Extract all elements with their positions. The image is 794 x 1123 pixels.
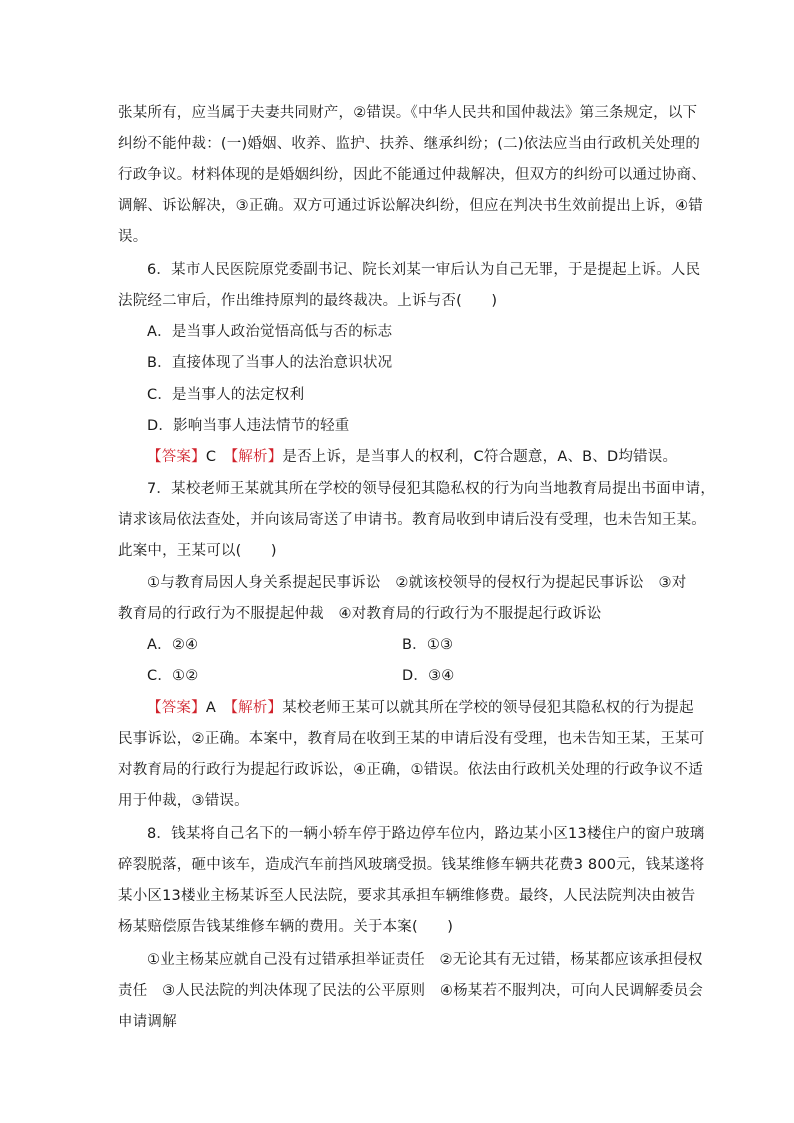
question-8-stem: 8．钱某将自己名下的一辆小轿车停于路边停车位内，路边某小区13楼住户的窗户玻璃 — [147, 826, 705, 842]
answer-value: A — [205, 700, 231, 716]
paragraph-line: 调解、诉讼解决，③正确。双方可通过诉讼解决纠纷，但应在判决书生效前提出上诉，④错 — [118, 198, 703, 214]
analysis-tag: 【解析】 — [230, 700, 283, 716]
answer-tag: 【答案】 — [147, 449, 206, 465]
question-7-analysis: 民事诉讼，②正确。本案中，教育局在收到王某的申请后没有受理，也未告知王某，王某可 — [118, 731, 705, 747]
question-7-option-c: C．①② — [147, 668, 199, 684]
question-7-stem: 此案中，王某可以( ) — [118, 543, 277, 559]
question-7-answer — [147, 698, 694, 718]
question-8-stem: 某小区13楼业主杨某诉至人民法院，要求其承担车辆维修费。最终，人民法院判决由被告 — [118, 888, 696, 904]
question-7-option-b: B．①③ — [402, 637, 454, 653]
paragraph-line: 纠纷不能仲裁：(一)婚姻、收养、监护、扶养、继承纠纷；(二)依法应当由行政机关处理的 — [118, 136, 701, 152]
paragraph-line: 张某所有，应当属于夫妻共同财产，②错误。《中华人民共和国仲裁法》第三条规定，以下 — [118, 105, 698, 121]
question-6-stem: 法院经二审后，作出维持原判的最终裁决。上诉与否( ) — [118, 293, 498, 309]
question-6-option-a: A．是当事人政治觉悟高低与否的标志 — [147, 324, 393, 340]
question-8-stem: 碎裂脱落，砸中该车，造成汽车前挡风玻璃受损。钱某维修车辆共花费3 800元，钱某遂将 — [118, 857, 705, 873]
question-7-items: ①与教育局因人身关系提起民事诉讼 ②就该校领导的侵权行为提起民事诉讼 ③对 — [147, 575, 687, 591]
analysis-text: 某校老师王某可以就其所在学校的领导侵犯其隐私权的行为提起 — [282, 700, 694, 716]
question-7-items: 教育局的行政行为不服提起仲裁 ④对教育局的行政行为不服提起行政诉讼 — [118, 606, 602, 622]
paragraph-line: 误。 — [118, 229, 148, 245]
question-7-analysis: 对教育局的行政行为提起行政诉讼，④正确，①错误。依法由行政机关处理的行政争议不适 — [118, 762, 703, 778]
question-6-answer — [147, 447, 677, 467]
question-7-stem: 7．某校老师王某就其所在学校的领导侵犯其隐私权的行为向当地教育局提出书面申请， — [147, 481, 716, 497]
question-7-analysis: 用于仲裁，③错误。 — [118, 793, 249, 809]
question-8-items: 申请调解 — [118, 1014, 177, 1030]
question-8-stem: 杨某赔偿原告钱某维修车辆的费用。关于本案( ) — [118, 919, 454, 935]
answer-tag: 【答案】 — [147, 700, 206, 716]
paragraph-line: 行政争议。材料体现的是婚姻纠纷，因此不能通过仲裁解决，但双方的纠纷可以通过协商、 — [118, 167, 706, 183]
question-8-items: ①业主杨某应就自己没有过错承担举证责任 ②无论其有无过错，杨某都应该承担侵权 — [147, 952, 703, 968]
question-6-option-c: C．是当事人的法定权利 — [147, 387, 305, 403]
question-7-option-d: D．③④ — [402, 668, 455, 684]
analysis-text: 是否上诉，是当事人的权利，C符合题意，A、B、D均错误。 — [282, 449, 678, 465]
question-7-stem: 请求该局依法查处，并向该局寄送了申请书。教育局收到申请后没有受理，也未告知王某。 — [118, 512, 706, 528]
question-6-option-b: B．直接体现了当事人的法治意识状况 — [147, 355, 393, 371]
question-6-option-d: D．影响当事人违法情节的轻重 — [147, 418, 350, 434]
question-8-items: 责任 ③人民法院的判决体现了民法的公平原则 ④杨某若不服判决，可向人民调解委员会 — [118, 983, 703, 999]
question-6-stem: 6．某市人民医院原党委副书记、院长刘某一审后认为自己无罪，于是提起上诉。人民 — [147, 262, 701, 278]
answer-value: C — [205, 449, 231, 465]
question-7-option-a: A．②④ — [147, 637, 199, 653]
analysis-tag: 【解析】 — [230, 449, 283, 465]
